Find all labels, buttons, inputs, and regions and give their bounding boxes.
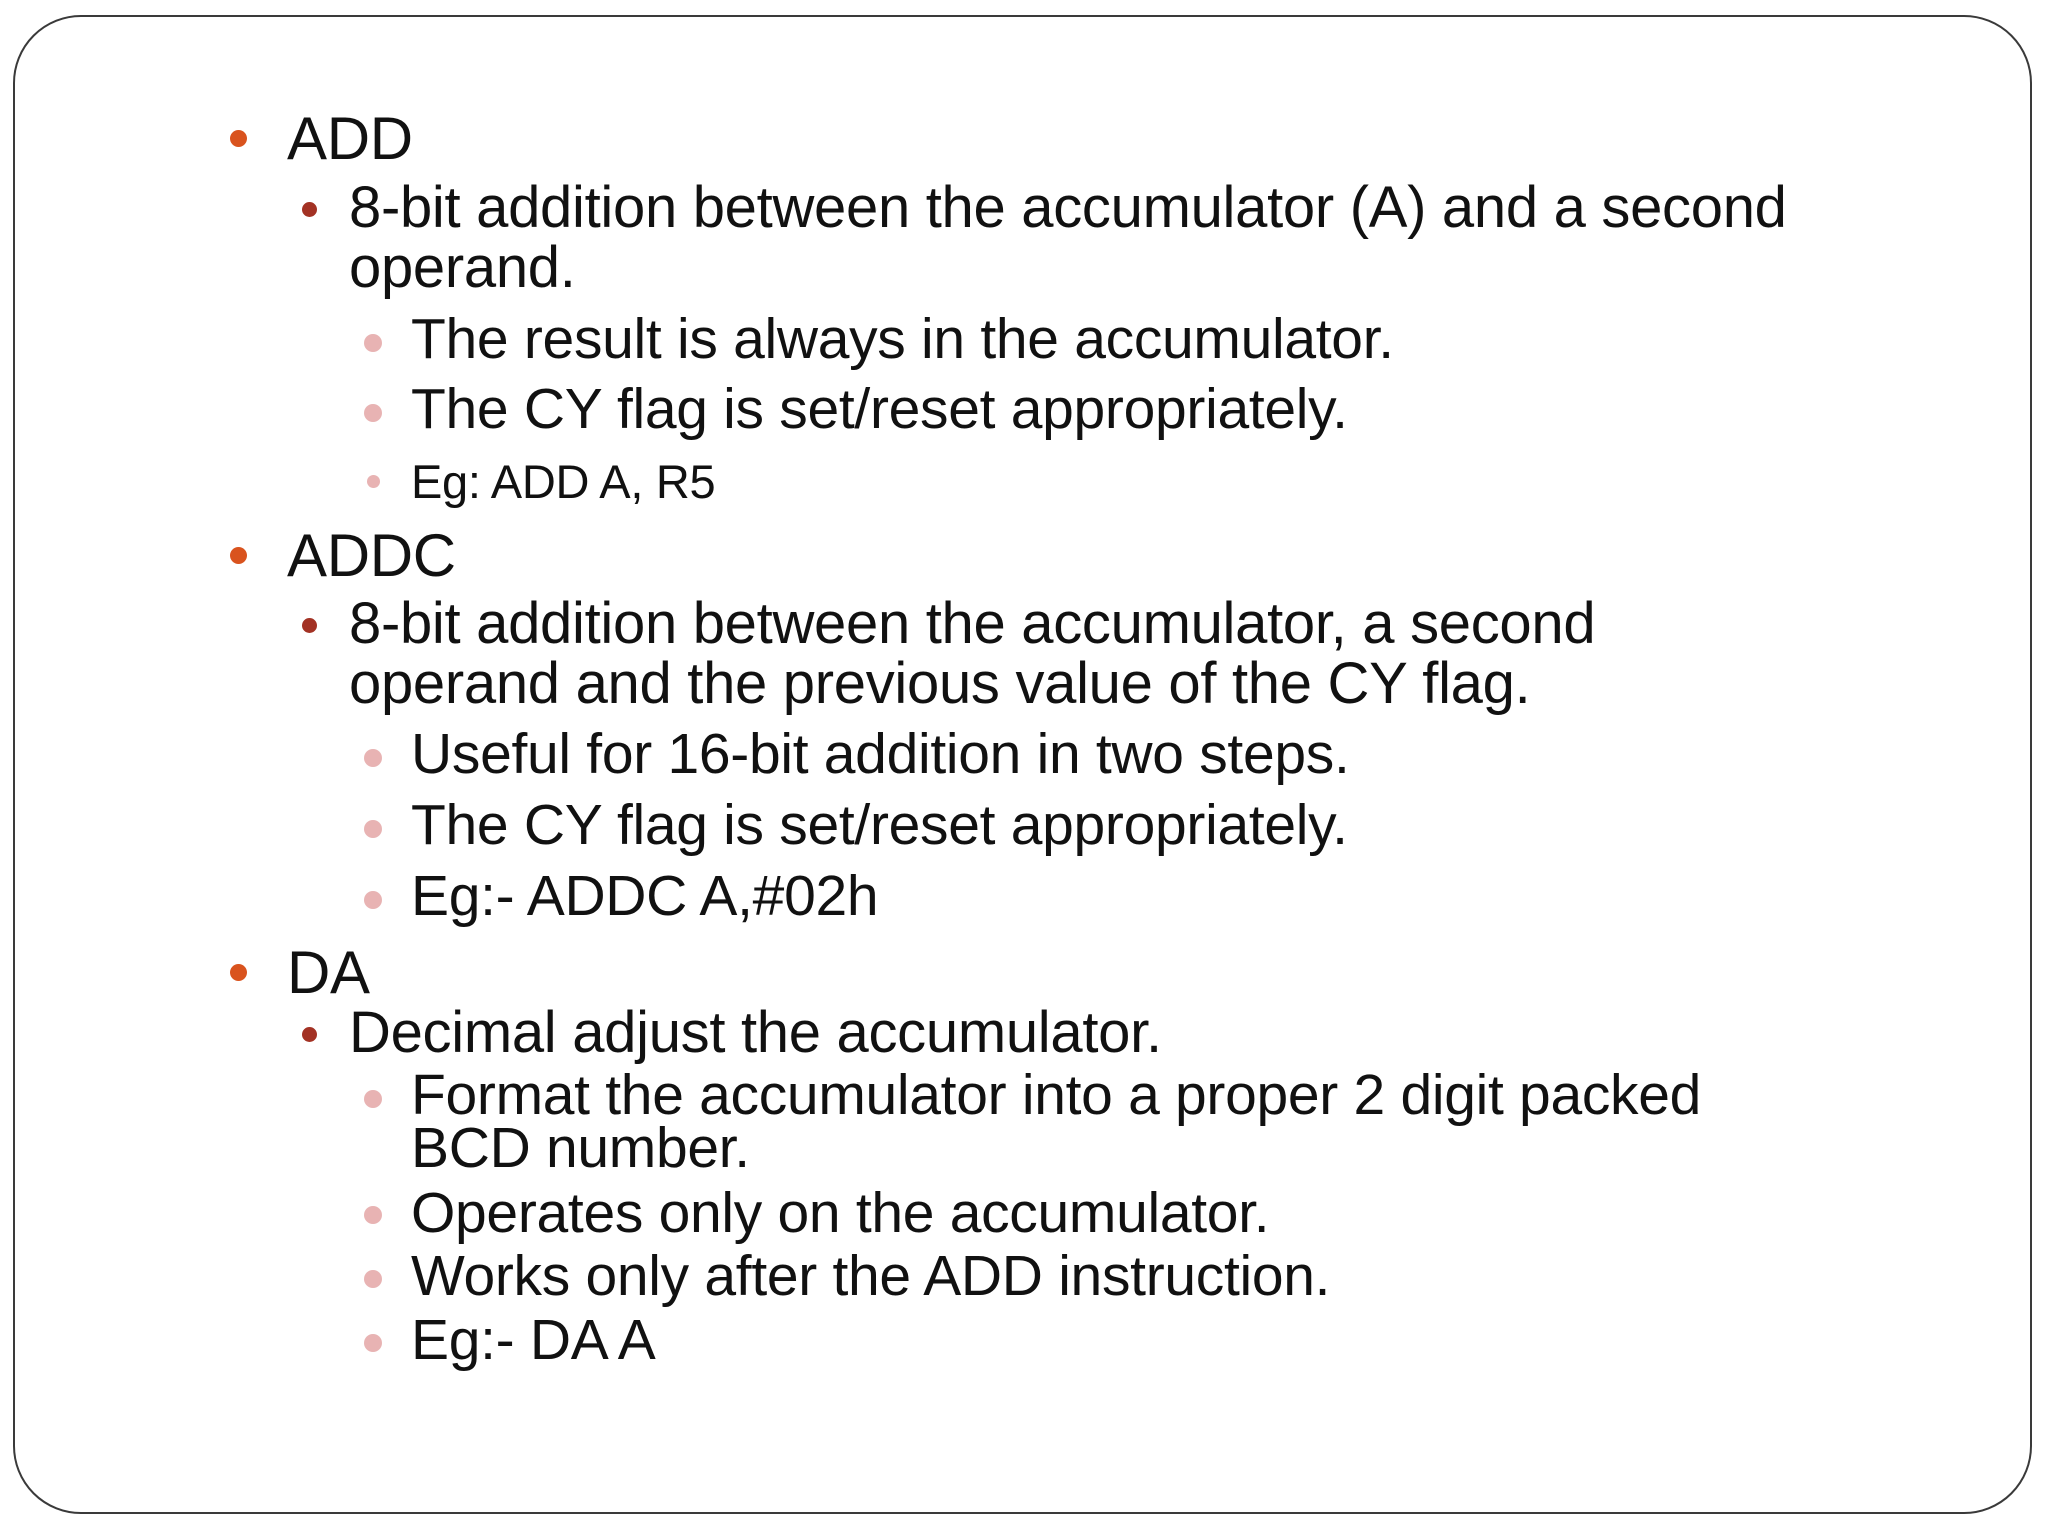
level3-bullet [364,820,382,838]
level2-bullet [302,618,317,633]
da-subpoint-2: Operates only on the accumulator. [411,1181,1270,1245]
da-subpoint-1-line2: BCD number. [411,1116,750,1180]
level2-bullet [302,202,317,217]
add-subpoint-1: The result is always in the accumulator. [411,307,1394,371]
level3-bullet [364,749,382,767]
level3-bullet [364,334,382,352]
heading-addc: ADDC [287,522,456,589]
level3-bullet [364,404,382,422]
level3-bullet [364,1334,382,1352]
level3-bullet [364,1090,382,1108]
level3-bullet [364,891,382,909]
addc-subpoint-1: Useful for 16-bit addition in two steps. [411,722,1350,786]
addc-description-line1: 8-bit addition between the accumulator, a second [349,591,1596,656]
level1-bullet [230,964,247,981]
da-subpoint-3: Works only after the ADD instruction. [411,1244,1331,1308]
heading-add: ADD [287,105,413,172]
heading-da: DA [287,939,370,1006]
level1-bullet [230,547,247,564]
add-example: Eg: ADD A, R5 [411,455,716,508]
level3-bullet [367,475,380,488]
level1-bullet [230,130,247,147]
add-subpoint-2: The CY flag is set/reset appropriately. [411,377,1348,441]
level3-bullet [364,1270,382,1288]
da-example: Eg:- DA A [411,1308,656,1372]
addc-description-line2: operand and the previous value of the CY flag. [349,651,1531,716]
level2-bullet [302,1027,317,1042]
add-description-line1: 8-bit addition between the accumulator (A) and a second [349,175,1787,240]
da-subpoint-1-line1: Format the accumulator into a proper 2 digit packed [411,1063,1702,1127]
addc-example: Eg:- ADDC A,#02h [411,864,879,928]
add-description-line2: operand. [349,235,576,300]
da-description: Decimal adjust the accumulator. [349,1000,1162,1065]
level3-bullet [364,1206,382,1224]
addc-subpoint-2: The CY flag is set/reset appropriately. [411,793,1348,857]
